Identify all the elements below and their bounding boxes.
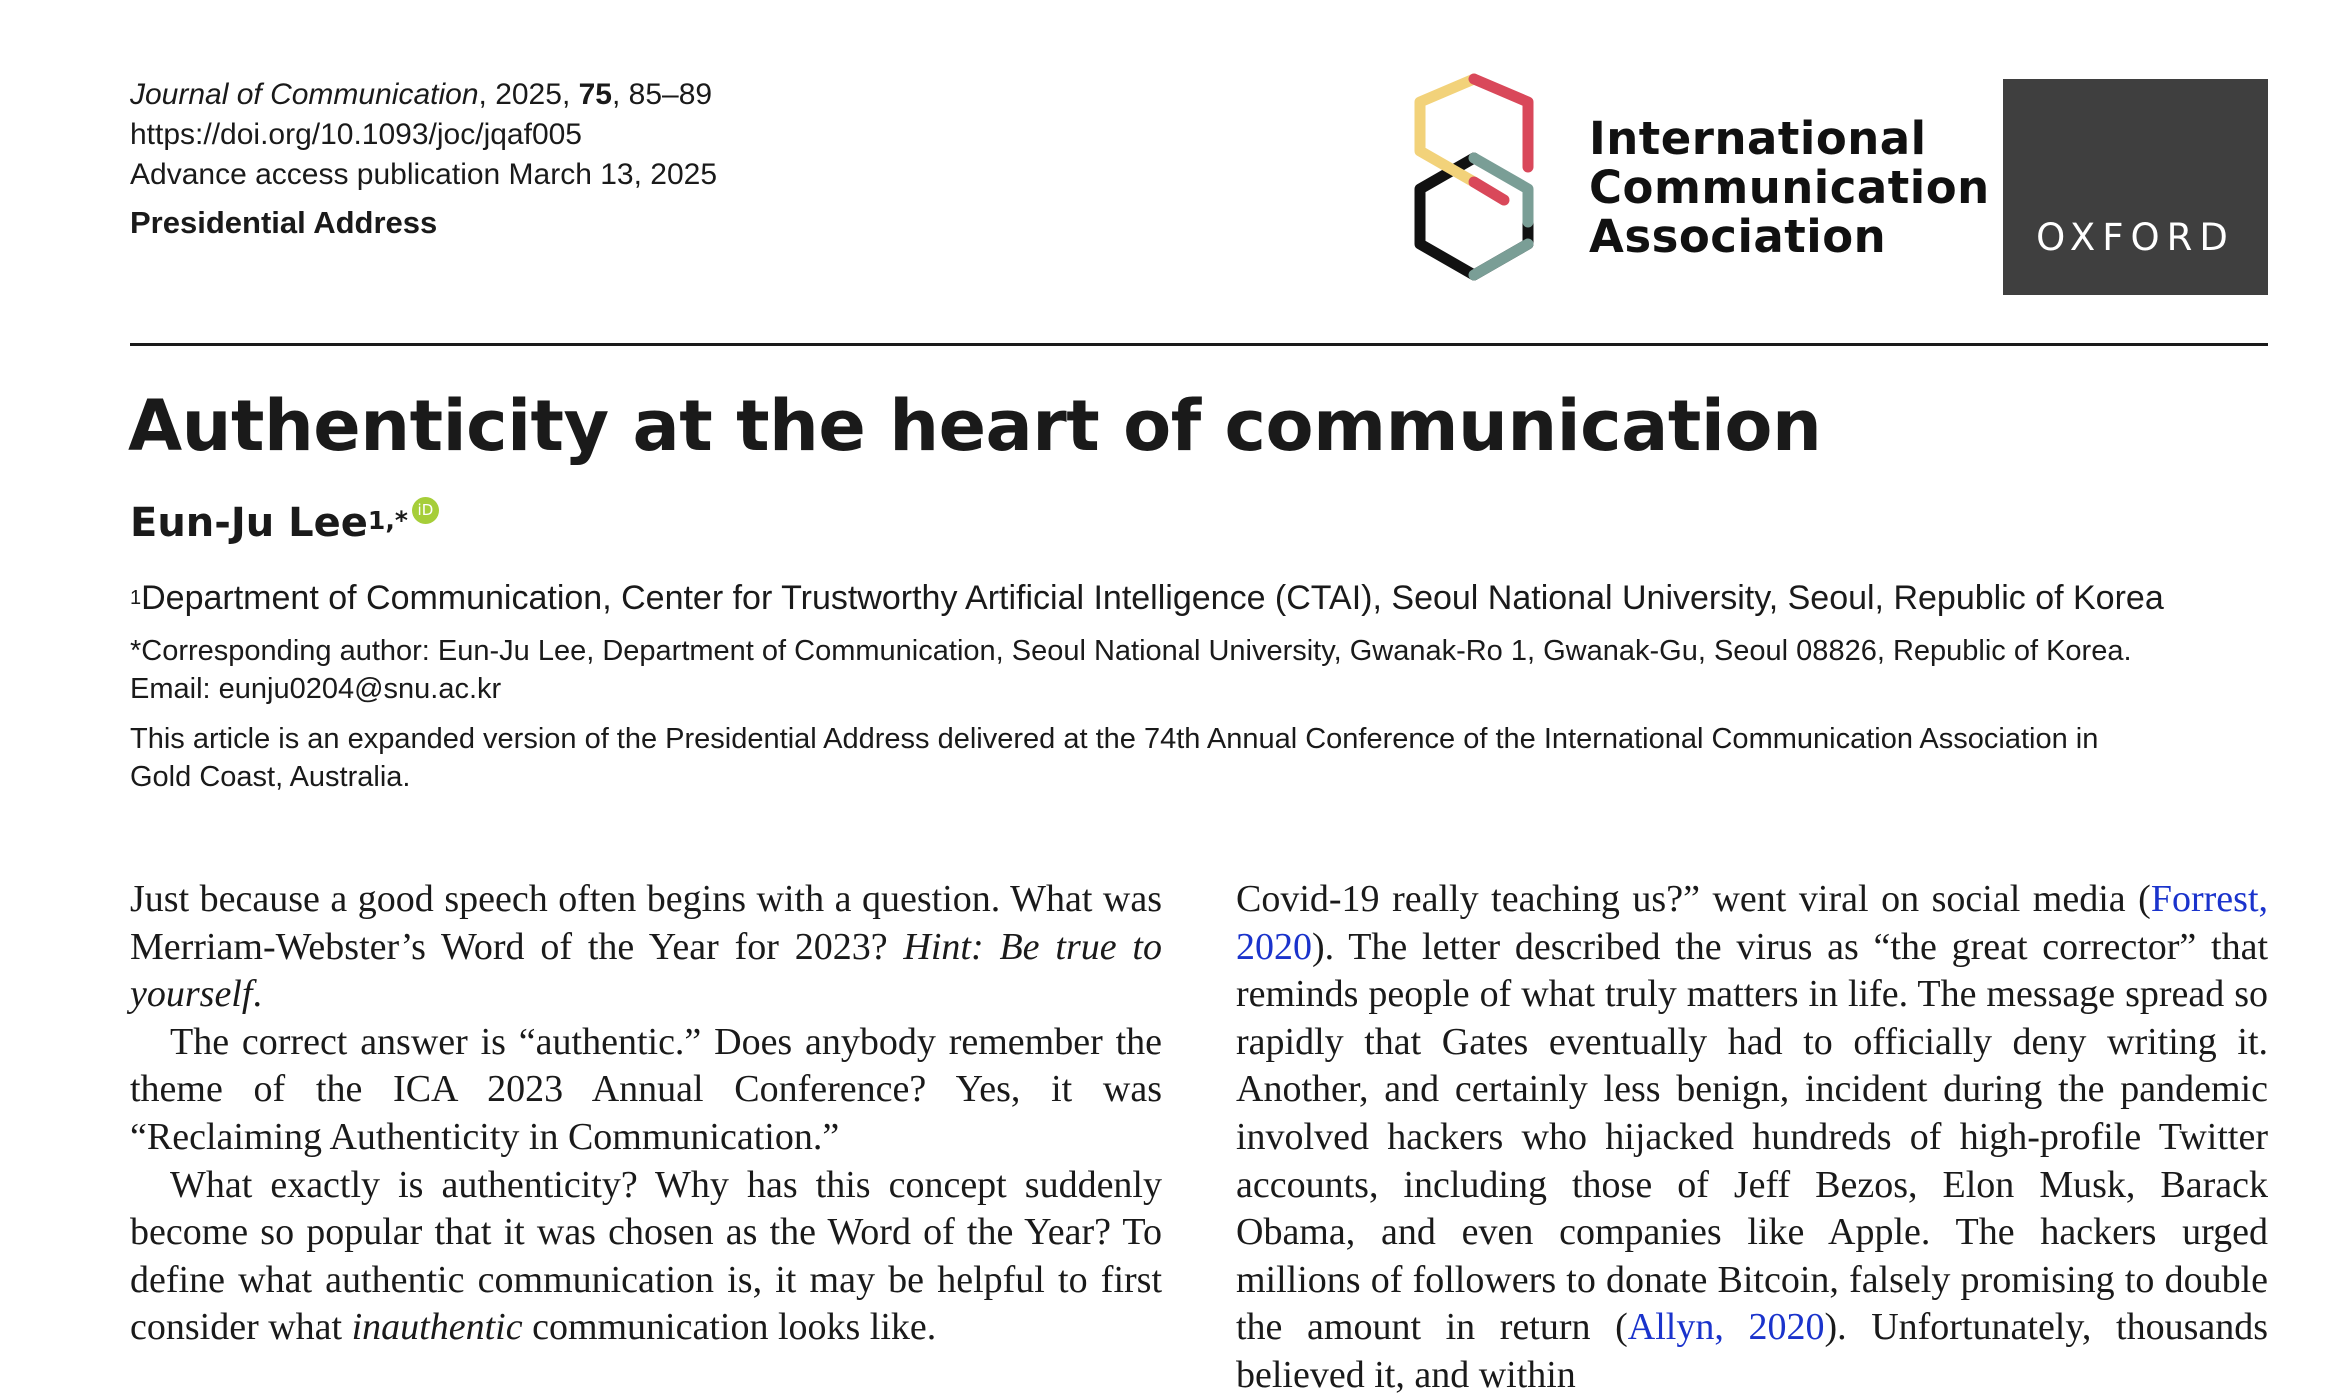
ica-name-line2: Communication — [1589, 161, 1990, 214]
article-section-label: Presidential Address — [130, 205, 438, 240]
journal-citation: Journal of Communication, 2025, 75, 85–89 — [130, 78, 713, 111]
article-title: Authenticity at the heart of communication — [128, 385, 1822, 467]
corresponding-email[interactable]: Email: eunju0204@snu.ac.kr — [130, 673, 502, 705]
author-marks: 1,* — [367, 506, 408, 535]
affiliation-number: 1 — [130, 587, 142, 609]
body-paragraph: What exactly is authenticity? Why has this concept suddenly become so popular that it was chosen as the Word of the Year? To define what authentic communication is, it may be helpful to first consider what inauthentic communication looks like. — [130, 1163, 1162, 1349]
author-line — [130, 497, 439, 549]
ica-name-line1: International — [1589, 112, 1927, 165]
journal-year: 2025 — [495, 78, 562, 111]
header-divider — [130, 343, 2268, 346]
doi-link[interactable]: https://doi.org/10.1093/joc/jqaf005 — [130, 118, 582, 151]
body-paragraph: Covid-19 really teaching us?” went viral on social media (Forrest, 2020). The letter described the virus as “the great corrector” that reminds people of what truly matters in life. The message spread so rapidly that Gates eventually had to officially deny writing it. Another, and certainly less benign, incident during the pandemic involved hackers who hijacked hundreds of high-profile Twitter accounts, including those of Jeff Bezos, Elon Musk, Barack Obama, and even companies like Apple. The hackers urged millions of followers to donate Bitcoin, falsely promising to double the amount in return (Allyn, 2020). Unfortunately, thousands believed it, and within — [1236, 878, 2269, 1396]
article-note-line2: Gold Coast, Australia. — [130, 761, 411, 793]
journal-pages: 85–89 — [628, 78, 713, 111]
ica-name-line3: Association — [1589, 210, 1887, 263]
affiliation-text: Department of Communication, Center for Trustworthy Artificial Intelligence (CTAI), Seoul National University, Seoul, Republic of Korea — [141, 579, 2164, 617]
affiliation — [130, 576, 2164, 620]
journal-volume: 75 — [578, 78, 612, 111]
journal-name: Journal of Communication — [130, 78, 479, 111]
body-paragraph: The correct answer is “authentic.” Does anybody remember the theme of the ICA 2023 Annual Conference? Yes, it was “Reclaiming Authenticity in Communication.” — [130, 1020, 1162, 1158]
ica-logo-icon — [1408, 72, 1558, 304]
body-paragraph: Just because a good speech often begins with a question. What was Merriam-Webster’s Word of the Year for 2023? Hint: Be true to yourself. — [130, 878, 1162, 1016]
citation-link-allyn[interactable]: Allyn, 2020 — [1627, 1306, 1825, 1349]
body-column-left — [130, 876, 1162, 1360]
orcid-icon[interactable]: iD — [412, 497, 439, 524]
article-note-line1: This article is an expanded version of the Presidential Address delivered at the 74th Annual Conference of the International Communication Association in — [130, 723, 2099, 755]
author-name[interactable]: Eun-Ju Lee — [130, 500, 368, 546]
oxford-logo — [2003, 79, 2268, 295]
oxford-wordmark: OXFORD — [2036, 216, 2235, 259]
corresponding-author: *Corresponding author: Eun-Ju Lee, Department of Communication, Seoul National University, Gwanak-Ro 1, Gwanak-Gu, Seoul 08826, Republic of Korea. — [130, 635, 2132, 667]
citation-link-forrest[interactable]: Forrest, 2020 — [1236, 878, 2268, 968]
body-column-right — [1236, 876, 2269, 1396]
advance-access-date: Advance access publication March 13, 2025 — [130, 158, 718, 191]
